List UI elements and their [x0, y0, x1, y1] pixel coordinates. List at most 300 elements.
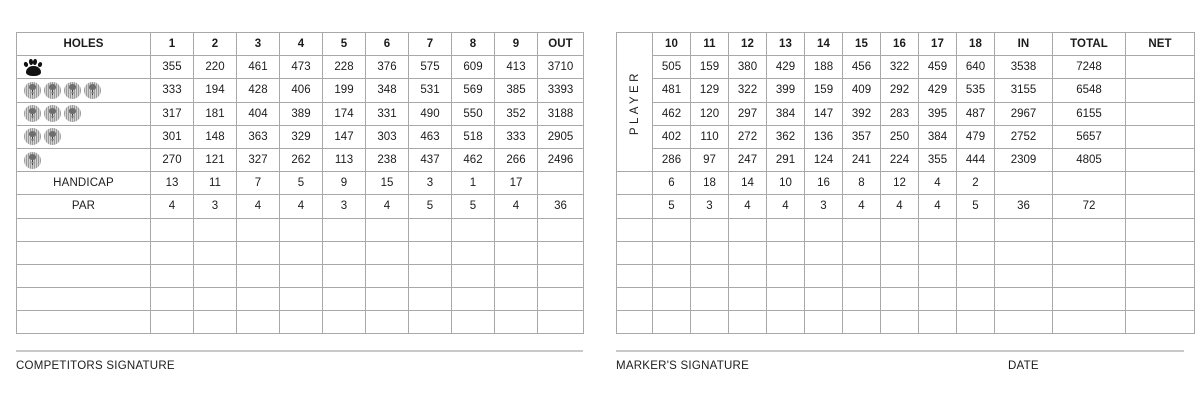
handicap-cell: 12	[881, 172, 919, 195]
blank-in-cell	[995, 264, 1053, 287]
handicap-cell: 8	[843, 172, 881, 195]
blank-score-cell	[843, 288, 881, 311]
par-spacer-cell	[617, 195, 653, 218]
blank-score-cell	[767, 264, 805, 287]
blank-in-cell	[995, 241, 1053, 264]
blank-spacer-cell	[617, 311, 653, 334]
hole-header-7: 7	[409, 33, 452, 56]
blank-score-cell	[767, 311, 805, 334]
marker-signature-block[interactable]	[616, 350, 1184, 372]
yardage-cell: 389	[280, 102, 323, 125]
hole-header-14: 14	[805, 33, 843, 56]
yardage-cell: 266	[495, 148, 538, 171]
blank-player-name-cell	[17, 241, 151, 264]
yardage-cell: 121	[194, 148, 237, 171]
yardage-cell: 462	[653, 102, 691, 125]
par-in-cell: 36	[995, 195, 1053, 218]
blank-score-cell	[805, 241, 843, 264]
blank-score-cell	[452, 241, 495, 264]
blank-score-cell	[881, 264, 919, 287]
total-cell: 5657	[1053, 125, 1126, 148]
yardage-cell: 640	[957, 56, 995, 79]
date-label: DATE	[1008, 360, 1039, 373]
par-cell: 4	[729, 195, 767, 218]
tree-tee-icon	[24, 128, 41, 145]
yardage-cell: 429	[919, 79, 957, 102]
net-cell	[1126, 125, 1195, 148]
in-total-cell: 3155	[995, 79, 1053, 102]
yardage-cell: 147	[323, 125, 366, 148]
blank-score-cell	[323, 288, 366, 311]
par-net-cell	[1126, 195, 1195, 218]
handicap-label: HANDICAP	[17, 172, 151, 195]
tree-tee-icon	[24, 152, 41, 169]
hole-header-15: 15	[843, 33, 881, 56]
blank-score-cell	[366, 218, 409, 241]
par-out-cell: 36	[538, 195, 584, 218]
blank-score-cell	[151, 311, 194, 334]
marker-signature-line	[616, 350, 1184, 352]
in-header: IN	[995, 33, 1053, 56]
blank-score-cell	[691, 264, 729, 287]
yardage-cell: 148	[194, 125, 237, 148]
yardage-cell: 292	[881, 79, 919, 102]
yardage-cell: 456	[843, 56, 881, 79]
blank-net-cell	[1126, 264, 1195, 287]
blank-total-cell	[1053, 311, 1126, 334]
par-row	[17, 195, 584, 218]
blank-score-cell	[691, 311, 729, 334]
par-cell: 5	[653, 195, 691, 218]
handicap-cell: 17	[495, 172, 538, 195]
blank-net-cell	[1126, 311, 1195, 334]
blank-score-cell	[919, 311, 957, 334]
blank-score-cell	[495, 264, 538, 287]
handicap-cell: 5	[280, 172, 323, 195]
blank-score-cell	[495, 311, 538, 334]
par-cell: 3	[805, 195, 843, 218]
blank-score-cell	[729, 264, 767, 287]
yardage-cell: 428	[237, 79, 280, 102]
blank-score-cell	[957, 241, 995, 264]
tree-tee-icon	[64, 82, 81, 99]
blank-score-cell	[767, 218, 805, 241]
blank-score-cell	[237, 264, 280, 287]
handicap-cell: 10	[767, 172, 805, 195]
blank-total-cell	[1053, 218, 1126, 241]
blank-score-cell	[409, 288, 452, 311]
bear-paw-icon	[24, 58, 43, 76]
tee-marker-cell	[17, 148, 151, 171]
blank-score-row[interactable]	[17, 264, 584, 287]
blank-player-name-cell	[17, 288, 151, 311]
hole-header-16: 16	[881, 33, 919, 56]
yardage-cell: 384	[767, 102, 805, 125]
total-cell: 7248	[1053, 56, 1126, 79]
signature-row	[0, 350, 1200, 400]
holes-header-label: HOLES	[17, 33, 151, 56]
tree-tee-icon	[44, 128, 61, 145]
handicap-cell: 9	[323, 172, 366, 195]
blank-score-cell	[919, 264, 957, 287]
handicap-cell: 18	[691, 172, 729, 195]
par-label: PAR	[17, 195, 151, 218]
handicap-cell: 14	[729, 172, 767, 195]
yardage-cell: 348	[366, 79, 409, 102]
tree-tee-icon	[44, 82, 61, 99]
handicap-total-cell	[1053, 172, 1126, 195]
yardage-cell: 380	[729, 56, 767, 79]
yardage-cell: 409	[843, 79, 881, 102]
handicap-cell: 1	[452, 172, 495, 195]
tee-marker-group	[17, 103, 150, 125]
tee-marker-group	[17, 126, 150, 148]
blank-score-cell	[237, 241, 280, 264]
blank-total-cell	[1053, 241, 1126, 264]
net-cell	[1126, 148, 1195, 171]
blank-score-cell	[729, 218, 767, 241]
blank-score-cell	[151, 218, 194, 241]
yardage-cell: 429	[767, 56, 805, 79]
yardage-cell: 459	[919, 56, 957, 79]
yardage-cell: 188	[805, 56, 843, 79]
handicap-in-cell	[995, 172, 1053, 195]
blank-score-cell	[194, 311, 237, 334]
yardage-cell: 352	[495, 102, 538, 125]
yardage-cell: 147	[805, 102, 843, 125]
yardage-cell: 490	[409, 102, 452, 125]
blank-score-cell	[280, 311, 323, 334]
hole-header-13: 13	[767, 33, 805, 56]
back-nine-panel	[616, 32, 1184, 322]
blank-score-cell	[843, 241, 881, 264]
out-total-cell: 3188	[538, 102, 584, 125]
tee-row	[17, 125, 584, 148]
yardage-cell: 437	[409, 148, 452, 171]
yardage-cell: 413	[495, 56, 538, 79]
yardage-cell: 444	[957, 148, 995, 171]
blank-score-row[interactable]	[17, 218, 584, 241]
blank-score-row[interactable]	[617, 264, 1195, 287]
blank-score-row[interactable]	[617, 288, 1195, 311]
blank-score-cell	[280, 264, 323, 287]
tree-tee-icon	[44, 105, 61, 122]
blank-score-cell	[151, 241, 194, 264]
blank-spacer-cell	[617, 264, 653, 287]
yardage-cell: 110	[691, 125, 729, 148]
tee-row	[17, 79, 584, 102]
yardage-cell: 462	[452, 148, 495, 171]
net-cell	[1126, 79, 1195, 102]
yardage-cell: 297	[729, 102, 767, 125]
yardage-cell: 124	[805, 148, 843, 171]
hole-header-12: 12	[729, 33, 767, 56]
hole-header-9: 9	[495, 33, 538, 56]
blank-score-cell	[805, 264, 843, 287]
hole-header-17: 17	[919, 33, 957, 56]
blank-score-cell	[729, 288, 767, 311]
out-header: OUT	[538, 33, 584, 56]
handicap-cell: 3	[409, 172, 452, 195]
back-header-row	[617, 33, 1195, 56]
yardage-cell: 174	[323, 102, 366, 125]
blank-in-cell	[995, 288, 1053, 311]
yardage-cell: 301	[151, 125, 194, 148]
yardage-cell: 357	[843, 125, 881, 148]
out-total-cell: 3393	[538, 79, 584, 102]
blank-score-cell	[843, 264, 881, 287]
yardage-cell: 283	[881, 102, 919, 125]
blank-score-cell	[452, 288, 495, 311]
tee-marker-cell	[17, 102, 151, 125]
yardage-cell: 250	[881, 125, 919, 148]
front-header-row	[17, 33, 584, 56]
blank-score-cell	[323, 241, 366, 264]
blank-score-cell	[957, 218, 995, 241]
total-cell: 4805	[1053, 148, 1126, 171]
handicap-spacer-cell	[617, 172, 653, 195]
tee-row	[17, 56, 584, 79]
blank-score-cell	[919, 218, 957, 241]
yardage-cell: 136	[805, 125, 843, 148]
net-cell	[1126, 56, 1195, 79]
blank-score-cell	[280, 218, 323, 241]
blank-out-cell	[538, 288, 584, 311]
blank-score-cell	[237, 218, 280, 241]
tee-row	[17, 148, 584, 171]
total-header: TOTAL	[1053, 33, 1126, 56]
blank-in-cell	[995, 311, 1053, 334]
handicap-out-cell	[538, 172, 584, 195]
tee-row	[617, 102, 1195, 125]
blank-score-cell	[881, 241, 919, 264]
yardage-cell: 479	[957, 125, 995, 148]
blank-score-row[interactable]	[617, 218, 1195, 241]
par-cell: 4	[843, 195, 881, 218]
blank-out-cell	[538, 311, 584, 334]
handicap-cell: 13	[151, 172, 194, 195]
blank-score-cell	[366, 264, 409, 287]
blank-score-cell	[452, 218, 495, 241]
yardage-cell: 550	[452, 102, 495, 125]
hole-header-10: 10	[653, 33, 691, 56]
par-cell: 4	[366, 195, 409, 218]
yardage-cell: 317	[151, 102, 194, 125]
blank-score-row[interactable]	[617, 241, 1195, 264]
blank-spacer-cell	[617, 288, 653, 311]
yardage-cell: 262	[280, 148, 323, 171]
yardage-cell: 535	[957, 79, 995, 102]
yardage-cell: 238	[366, 148, 409, 171]
blank-score-cell	[151, 264, 194, 287]
blank-score-cell	[805, 288, 843, 311]
yardage-cell: 463	[409, 125, 452, 148]
competitor-signature-line	[16, 350, 583, 352]
blank-score-cell	[653, 241, 691, 264]
blank-score-cell	[805, 311, 843, 334]
blank-player-name-cell	[17, 264, 151, 287]
par-cell: 3	[194, 195, 237, 218]
handicap-cell: 6	[653, 172, 691, 195]
par-cell: 4	[919, 195, 957, 218]
blank-net-cell	[1126, 218, 1195, 241]
out-total-cell: 3710	[538, 56, 584, 79]
yardage-cell: 194	[194, 79, 237, 102]
hole-header-3: 3	[237, 33, 280, 56]
par-cell: 4	[881, 195, 919, 218]
blank-score-cell	[409, 264, 452, 287]
yardage-cell: 181	[194, 102, 237, 125]
blank-score-cell	[881, 218, 919, 241]
yardage-cell: 329	[280, 125, 323, 148]
blank-score-cell	[409, 218, 452, 241]
yardage-cell: 505	[653, 56, 691, 79]
in-total-cell: 2967	[995, 102, 1053, 125]
yardage-cell: 286	[653, 148, 691, 171]
tee-row	[617, 56, 1195, 79]
blank-score-cell	[366, 288, 409, 311]
yardage-cell: 395	[919, 102, 957, 125]
yardage-cell: 363	[237, 125, 280, 148]
blank-score-row[interactable]	[17, 288, 584, 311]
tee-row	[17, 102, 584, 125]
handicap-cell: 2	[957, 172, 995, 195]
blank-score-cell	[729, 241, 767, 264]
hole-header-6: 6	[366, 33, 409, 56]
yardage-cell: 331	[366, 102, 409, 125]
out-total-cell: 2905	[538, 125, 584, 148]
total-cell: 6155	[1053, 102, 1126, 125]
yardage-cell: 473	[280, 56, 323, 79]
blank-out-cell	[538, 241, 584, 264]
tee-row	[617, 79, 1195, 102]
blank-score-cell	[729, 311, 767, 334]
yardage-cell: 322	[881, 56, 919, 79]
competitor-signature-block[interactable]	[16, 350, 583, 372]
blank-spacer-cell	[617, 218, 653, 241]
yardage-cell: 518	[452, 125, 495, 148]
handicap-cell: 16	[805, 172, 843, 195]
net-cell	[1126, 102, 1195, 125]
par-cell: 4	[767, 195, 805, 218]
blank-score-cell	[366, 241, 409, 264]
yardage-cell: 159	[691, 56, 729, 79]
blank-score-cell	[280, 241, 323, 264]
blank-net-cell	[1126, 241, 1195, 264]
hole-header-5: 5	[323, 33, 366, 56]
yardage-cell: 406	[280, 79, 323, 102]
par-row	[617, 195, 1195, 218]
blank-score-cell	[767, 241, 805, 264]
yardage-cell: 120	[691, 102, 729, 125]
blank-score-cell	[805, 218, 843, 241]
blank-score-cell	[653, 311, 691, 334]
par-cell: 4	[495, 195, 538, 218]
par-total-cell: 72	[1053, 195, 1126, 218]
blank-score-cell	[323, 311, 366, 334]
blank-score-cell	[323, 264, 366, 287]
blank-score-cell	[409, 311, 452, 334]
blank-score-cell	[957, 288, 995, 311]
tree-tee-icon	[24, 105, 41, 122]
yardage-cell: 228	[323, 56, 366, 79]
par-cell: 3	[323, 195, 366, 218]
handicap-cell: 7	[237, 172, 280, 195]
yardage-cell: 303	[366, 125, 409, 148]
blank-score-cell	[691, 288, 729, 311]
yardage-cell: 575	[409, 56, 452, 79]
yardage-cell: 270	[151, 148, 194, 171]
blank-total-cell	[1053, 288, 1126, 311]
yardage-cell: 224	[881, 148, 919, 171]
yardage-cell: 159	[805, 79, 843, 102]
player-label: PLAYER	[617, 33, 653, 172]
blank-score-row[interactable]	[17, 311, 584, 334]
yardage-cell: 327	[237, 148, 280, 171]
blank-score-cell	[957, 264, 995, 287]
in-total-cell: 2752	[995, 125, 1053, 148]
blank-out-cell	[538, 218, 584, 241]
hole-header-11: 11	[691, 33, 729, 56]
yardage-cell: 385	[495, 79, 538, 102]
blank-out-cell	[538, 264, 584, 287]
par-cell: 4	[280, 195, 323, 218]
blank-score-cell	[881, 288, 919, 311]
blank-score-cell	[843, 218, 881, 241]
blank-score-row[interactable]	[617, 311, 1195, 334]
blank-score-row[interactable]	[17, 241, 584, 264]
par-cell: 5	[409, 195, 452, 218]
yardage-cell: 199	[323, 79, 366, 102]
blank-score-cell	[691, 218, 729, 241]
yardage-cell: 355	[151, 56, 194, 79]
yardage-cell: 569	[452, 79, 495, 102]
yardage-cell: 487	[957, 102, 995, 125]
yardage-cell: 404	[237, 102, 280, 125]
marker-signature-label: MARKER'S SIGNATURE	[616, 360, 749, 373]
blank-score-cell	[653, 218, 691, 241]
blank-score-cell	[366, 311, 409, 334]
yardage-cell: 220	[194, 56, 237, 79]
yardage-cell: 384	[919, 125, 957, 148]
blank-score-cell	[495, 241, 538, 264]
yardage-cell: 531	[409, 79, 452, 102]
back-nine-table	[616, 32, 1195, 334]
hole-header-1: 1	[151, 33, 194, 56]
par-cell: 4	[151, 195, 194, 218]
yardage-cell: 609	[452, 56, 495, 79]
blank-score-cell	[843, 311, 881, 334]
blank-score-cell	[452, 311, 495, 334]
out-total-cell: 2496	[538, 148, 584, 171]
par-cell: 3	[691, 195, 729, 218]
in-total-cell: 2309	[995, 148, 1053, 171]
blank-player-name-cell	[17, 218, 151, 241]
hole-header-8: 8	[452, 33, 495, 56]
handicap-cell: 4	[919, 172, 957, 195]
tree-tee-icon	[84, 82, 101, 99]
blank-score-cell	[280, 288, 323, 311]
competitor-signature-label: COMPETITORS SIGNATURE	[16, 360, 175, 373]
yardage-cell: 402	[653, 125, 691, 148]
blank-net-cell	[1126, 288, 1195, 311]
blank-score-cell	[957, 311, 995, 334]
yardage-cell: 241	[843, 148, 881, 171]
yardage-cell: 272	[729, 125, 767, 148]
yardage-cell: 322	[729, 79, 767, 102]
blank-score-cell	[919, 288, 957, 311]
blank-player-name-cell	[17, 311, 151, 334]
